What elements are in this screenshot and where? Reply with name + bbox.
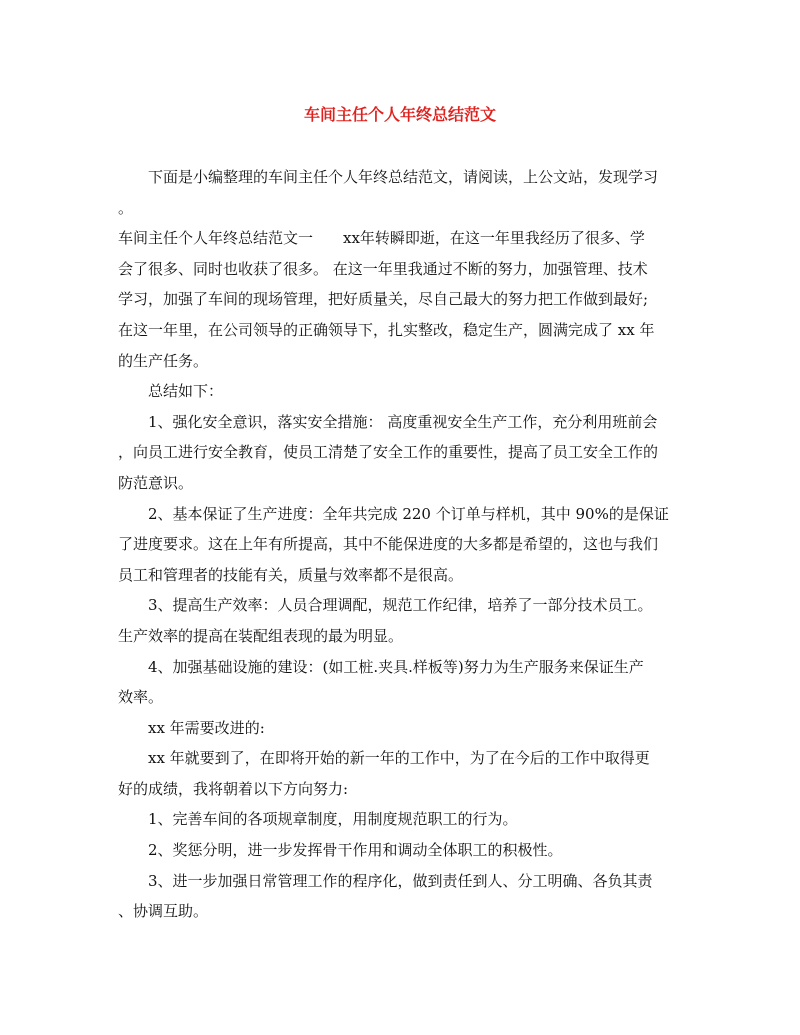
body-line: 生产效率的提高在装配组表现的最为明显。 [118, 626, 404, 645]
body-line: 学习，加强了车间的现场管理，把好质量关，尽自己最大的努力把工作做到最好; [118, 290, 649, 309]
body-line: 员工和管理者的技能有关，质量与效率都不是很高。 [118, 565, 464, 584]
body-line: 4、加强基础设施的建设：(如工桩.夹具.样板等)努力为生产服务来保证生产 [148, 657, 644, 676]
body-line: 总结如下： [148, 382, 224, 401]
body-line: 会了很多、同时也收获了很多。 在这一年里我通过不断的努力，加强管理、技术 [118, 259, 648, 278]
body-line: xx 年需要改进的: [148, 718, 265, 737]
body-line: 1、完善车间的各项规章制度，用制度规范职工的行为。 [148, 810, 518, 829]
body-line: 效率。 [118, 688, 164, 707]
body-line: 了进度要求。这在上年有所提高，其中不能保进度的大多都是希望的，这也与我们 [118, 535, 659, 554]
body-line: 1、强化安全意识，落实安全措施： 高度重视安全生产工作，充分利用班前会 [148, 412, 658, 431]
body-line: 的生产任务。 [118, 351, 209, 370]
body-line: 车间主任个人年终总结范文一 xx年转瞬即逝，在这一年里我经历了很多、学 [118, 229, 645, 248]
body-line: xx 年就要到了，在即将开始的新一年的工作中，为了在今后的工作中取得更 [148, 749, 650, 768]
body-line: 2、基本保证了生产进度：全年共完成 220 个订单与样机，其中 90%的是保证 [148, 504, 669, 523]
body-line: 防范意识。 [118, 473, 194, 492]
body-line: 在这一年里，在公司领导的正确领导下，扎实整改，稳定生产，圆满完成了 xx 年 [118, 320, 655, 339]
body-line: 、协调互助。 [118, 902, 209, 921]
body-line: 3、提高生产效率：人员合理调配，规范工作纪律，培养了一部分技术员工。 [148, 596, 653, 615]
body-line: 好的成绩，我将朝着以下方向努力: [118, 779, 349, 798]
body-line: ，向员工进行安全教育，使员工清楚了安全工作的重要性，提高了员工安全工作的 [118, 443, 659, 462]
body-line: 3、进一步加强日常管理工作的程序化，做到责任到人、分工明确、各负其责 [148, 871, 653, 890]
body-line: 。 [118, 198, 134, 217]
document-title: 车间主任个人年终总结范文 [303, 105, 496, 124]
body-line: 2、奖惩分明，进一步发挥骨干作用和调动全体职工的积极性。 [148, 841, 563, 860]
body-line: 下面是小编整理的车间主任个人年终总结范文，请阅读，上公文站，发现学习 [148, 168, 659, 186]
document-body [118, 162, 692, 927]
